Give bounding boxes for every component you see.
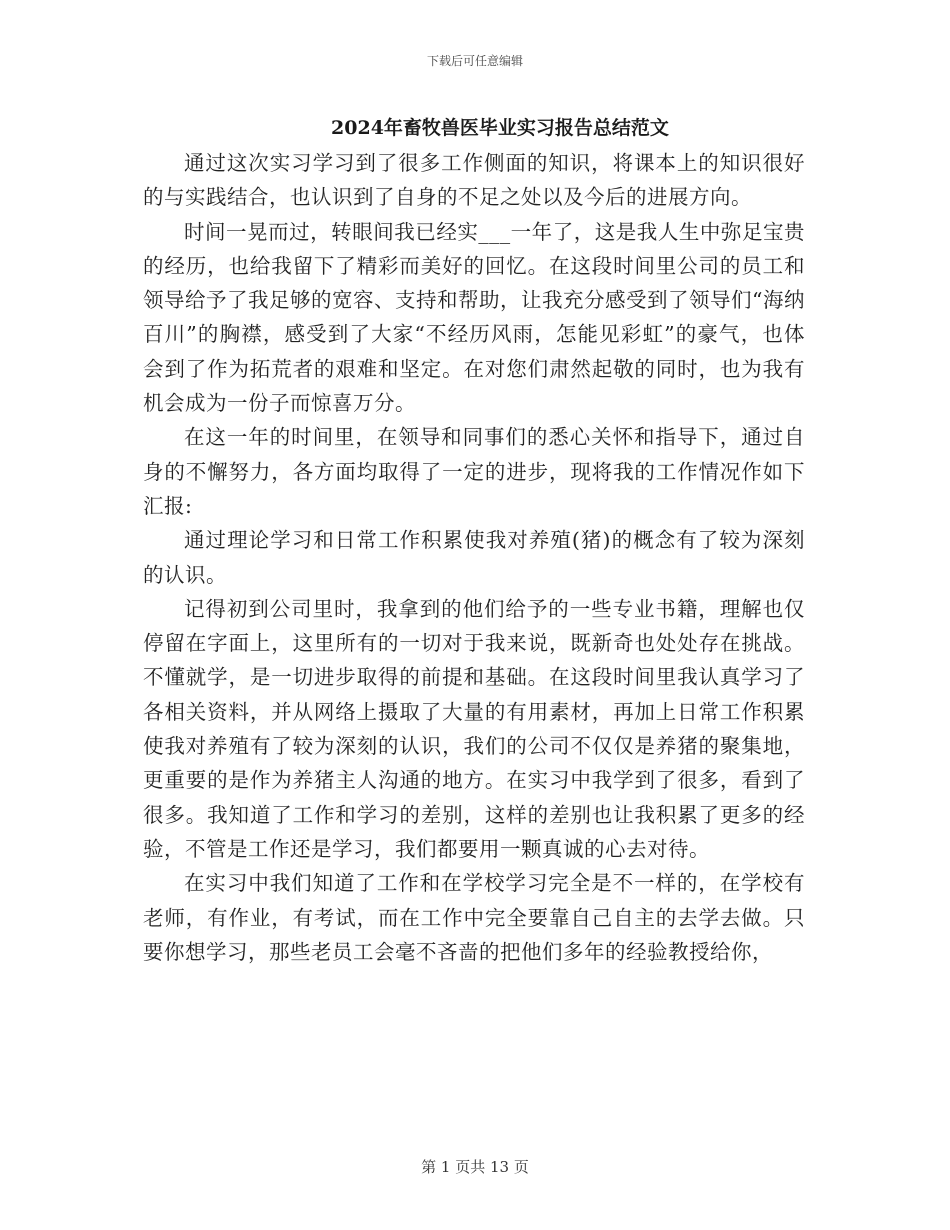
paragraph: 时间一晃而过，转眼间我已经实___一年了，这是我人生中弥足宝贵的经历，也给我留下了精彩而美好的回忆。在这段时间里公司的员工和领导给予了我足够的宽容、支持和帮助，让我充分感受到了领导们“海纳百川”的胸襟，感受到了大家“不经历风雨，怎能见彩虹”的豪气，也体会到了作为拓荒者的艰难和坚定。在对您们肃然起敬的同时，也为我有机会成为一份子而惊喜万分。 <box>143 219 805 416</box>
document-body <box>143 146 805 969</box>
paragraph: 在这一年的时间里，在领导和同事们的悉心关怀和指导下，通过自身的不懈努力，各方面均取得了一定的进步，现将我的工作情况作如下汇报: <box>143 425 805 518</box>
paragraph: 通过理论学习和日常工作积累使我对养殖(猪)的概念有了较为深刻的认识。 <box>143 528 805 587</box>
document-title: 2024年畜牧兽医毕业实习报告总结范文 <box>331 117 669 139</box>
paragraph: 通过这次实习学习到了很多工作侧面的知识，将课本上的知识很好的与实践结合，也认识到了自身的不足之处以及今后的进展方向。 <box>143 151 805 210</box>
paragraph: 在实习中我们知道了工作和在学校学习完全是不一样的，在学校有老师，有作业，有考试，而在工作中完全要靠自己自主的去学去做。只要你想学习，那些老员工会毫不吝啬的把他们多年的经验教授给你， <box>143 871 805 964</box>
paragraph: 记得初到公司里时，我拿到的他们给予的一些专业书籍，理解也仅停留在字面上，这里所有的一切对于我来说，既新奇也处处存在挑战。不懂就学，是一切进步取得的前提和基础。在这段时间里我认真学习了各相关资料，并从网络上摄取了大量的有用素材，再加上日常工作积累使我对养殖有了较为深刻的认识，我们的公司不仅仅是养猪的聚集地，更重要的是作为养猪主人沟通的地方。在实习中我学到了很多，看到了很多。我知道了工作和学习的差别，这样的差别也让我积累了更多的经验，不管是工作还是学习，我们都要用一颗真诚的心去对待。 <box>143 596 805 861</box>
header-note: 下载后可任意编辑 <box>426 54 523 68</box>
page-number: 第 1 页共 13 页 <box>421 1158 529 1176</box>
